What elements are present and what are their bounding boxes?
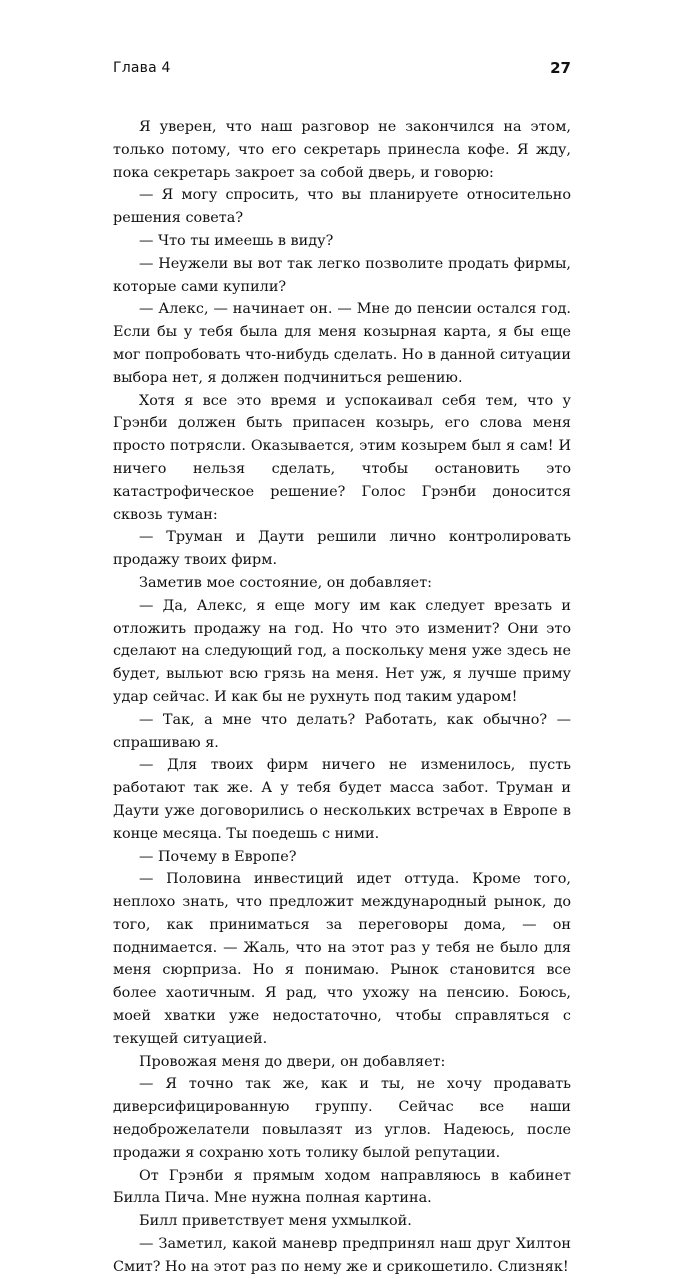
paragraph: — Да, Алекс, я еще могу им как следует врезать и отложить продажу на год. Но что это изменит? Они это сделают на следующий год, а поскольку меня уже здесь не будет, выльют всю грязь на меня. Нет уж, я лучше приму удар сейчас. И как бы не рухнуть под таким ударом! bbox=[113, 597, 571, 705]
paragraph: — Почему в Европе? bbox=[139, 848, 297, 865]
paragraph: — Алекс, — начинает он. — Мне до пенсии остался год. Если бы у тебя была для меня козырная карта, я бы еще мог попробовать что-нибудь сделать. Но в данной ситуации выбора нет, я должен подчиниться решению. bbox=[113, 301, 571, 386]
page-body bbox=[113, 116, 571, 1279]
paragraph: — Так, а мне что делать? Работать, как обычно? — спрашиваю я. bbox=[113, 711, 571, 751]
paragraph: — Я могу спросить, что вы планируете относительно решения совета? bbox=[113, 187, 571, 227]
paragraph: Хотя я все это время и успокаивал себя тем, что у Грэнби должен быть припасен козырь, его слова меня просто потрясли. Оказывается, этим козырем был я сам! И ничего нельзя сделать, чтобы остановить это катастрофическое решение? Голос Грэнби доносится сквозь туман: bbox=[113, 392, 571, 523]
page-number: 27 bbox=[550, 59, 571, 77]
paragraph: — Половина инвестиций идет оттуда. Кроме того, неплохо знать, что предложит международный рынок, до того, как приниматься за переговоры дома, — он поднимается. — Жаль, что на этот раз у тебя не было для меня сюрприза. Но я понимаю. Рынок становится все более хаотичным. Я рад, что ухожу на пенсию. Боюсь, моей хватки уже недостаточно, чтобы справляться с текущей ситуацией. bbox=[113, 871, 571, 1047]
paragraph: Провожая меня до двери, он добавляет: bbox=[139, 1053, 446, 1070]
chapter-title: Глава 4 bbox=[113, 60, 171, 76]
paragraph: Билл приветствует меня ухмылкой. bbox=[139, 1213, 412, 1230]
paragraph: — Что ты имеешь в виду? bbox=[139, 232, 334, 249]
paragraph: — Заметил, какой маневр предпринял наш друг Хилтон Смит? Но на этот раз по нему же и срикошетило. Слизняк! bbox=[113, 1236, 571, 1275]
paragraph: — Труман и Даути решили лично контролировать продажу твоих фирм. bbox=[113, 529, 571, 569]
paragraph: От Грэнби я прямым ходом направляюсь в кабинет Билла Пича. Мне нужна полная картина. bbox=[113, 1167, 571, 1207]
paragraph: — Я точно так же, как и ты, не хочу продавать диверсифицированную группу. Сейчас все наши недоброжелатели повылазят из углов. Надеюсь, после продажи я сохраню хоть толику былой репутации. bbox=[113, 1076, 571, 1161]
paragraph: — Для твоих фирм ничего не изменилось, пусть работают так же. А у тебя будет масса забот. Труман и Даути уже договорились о нескольких встречах в Европе в конце месяца. Ты поедешь с ними. bbox=[113, 757, 571, 842]
running-header bbox=[113, 58, 571, 78]
paragraph: Я уверен, что наш разговор не закончился на этом, только потому, что его секретарь принесла кофе. Я жду, пока секретарь закроет за собой дверь, и говорю: bbox=[113, 119, 571, 181]
paragraph: — Неужели вы вот так легко позволите продать фирмы, которые сами купили? bbox=[113, 255, 571, 295]
paragraph: Заметив мое состояние, он добавляет: bbox=[139, 574, 433, 591]
